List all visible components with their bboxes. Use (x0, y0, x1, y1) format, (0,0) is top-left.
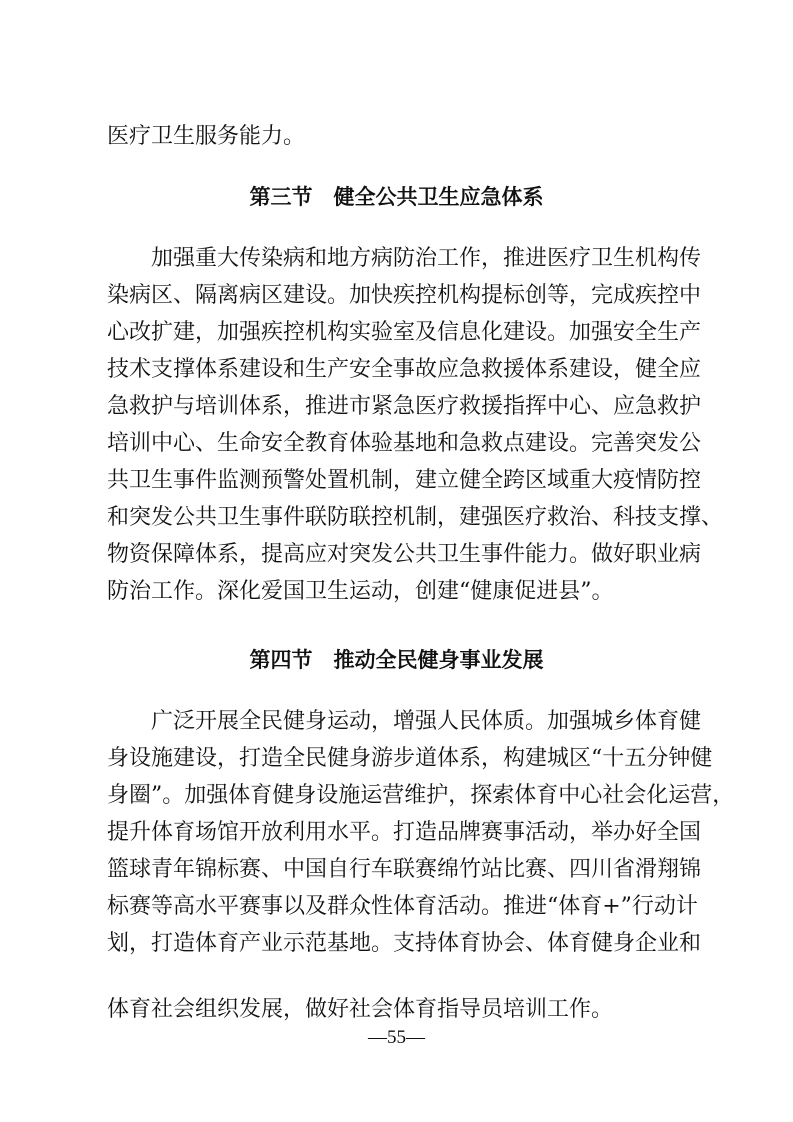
paragraph-line: 广泛开展全民健身运动，增强人民体质。加强城乡体育健 (107, 709, 702, 734)
paragraph-line: 物资保障体系，提高应对突发公共卫生事件能力。做好职业病 (107, 542, 702, 567)
page-number: —55— (368, 1027, 425, 1048)
paragraph-line: 心改扩建，加强疾控机构实验室及信息化建设。加强安全生产 (107, 320, 702, 345)
section-heading: 第三节 健全公共卫生应急体系 (249, 185, 544, 209)
paragraph-line: 和突发公共卫生事件联防联控机制，建强医疗救治、科技支撑、 (107, 505, 724, 530)
paragraph-line: 身设施建设，打造全民健身游步道体系，构建城区“十五分钟健 (107, 746, 713, 771)
paragraph-line: 提升体育场馆开放利用水平。打造品牌赛事活动，举办好全国 (107, 820, 702, 845)
paragraph-line: 身圈”。加强体育健身设施运营维护，探索体育中心社会化运营， (107, 783, 735, 808)
paragraph-line: 技术支撑体系建设和生产安全事故应急救援体系建设，健全应 (107, 357, 702, 382)
paragraph-line: 加强重大传染病和地方病防治工作，推进医疗卫生机构传 (107, 246, 702, 271)
paragraph-line: 篮球青年锦标赛、中国自行车联赛绵竹站比赛、四川省滑翔锦 (107, 857, 702, 882)
paragraph-line: 共卫生事件监测预警处置机制，建立健全跨区域重大疫情防控 (107, 468, 702, 493)
paragraph-line: 防治工作。深化爱国卫生运动，创建“健康促进县”。 (107, 579, 614, 604)
paragraph-line: 急救护与培训体系，推进市紧急医疗救援指挥中心、应急救护 (107, 394, 702, 419)
paragraph-line: 划，打造体育产业示范基地。支持体育协会、体育健身企业和 (107, 931, 702, 956)
paragraph-line: 标赛等高水平赛事以及群众性体育活动。推进“体育+”行动计 (107, 894, 698, 919)
paragraph-line: 培训中心、生命安全教育体验基地和急救点建设。完善突发公 (107, 431, 702, 456)
section-heading: 第四节 推动全民健身事业发展 (249, 648, 544, 672)
paragraph-line: 医疗卫生服务能力。 (107, 124, 306, 149)
paragraph-line: 体育社会组织发展，做好社会体育指导员培训工作。 (107, 997, 614, 1022)
paragraph-line: 染病区、隔离病区建设。加快疾控机构提标创等，完成疾控中 (107, 283, 702, 308)
